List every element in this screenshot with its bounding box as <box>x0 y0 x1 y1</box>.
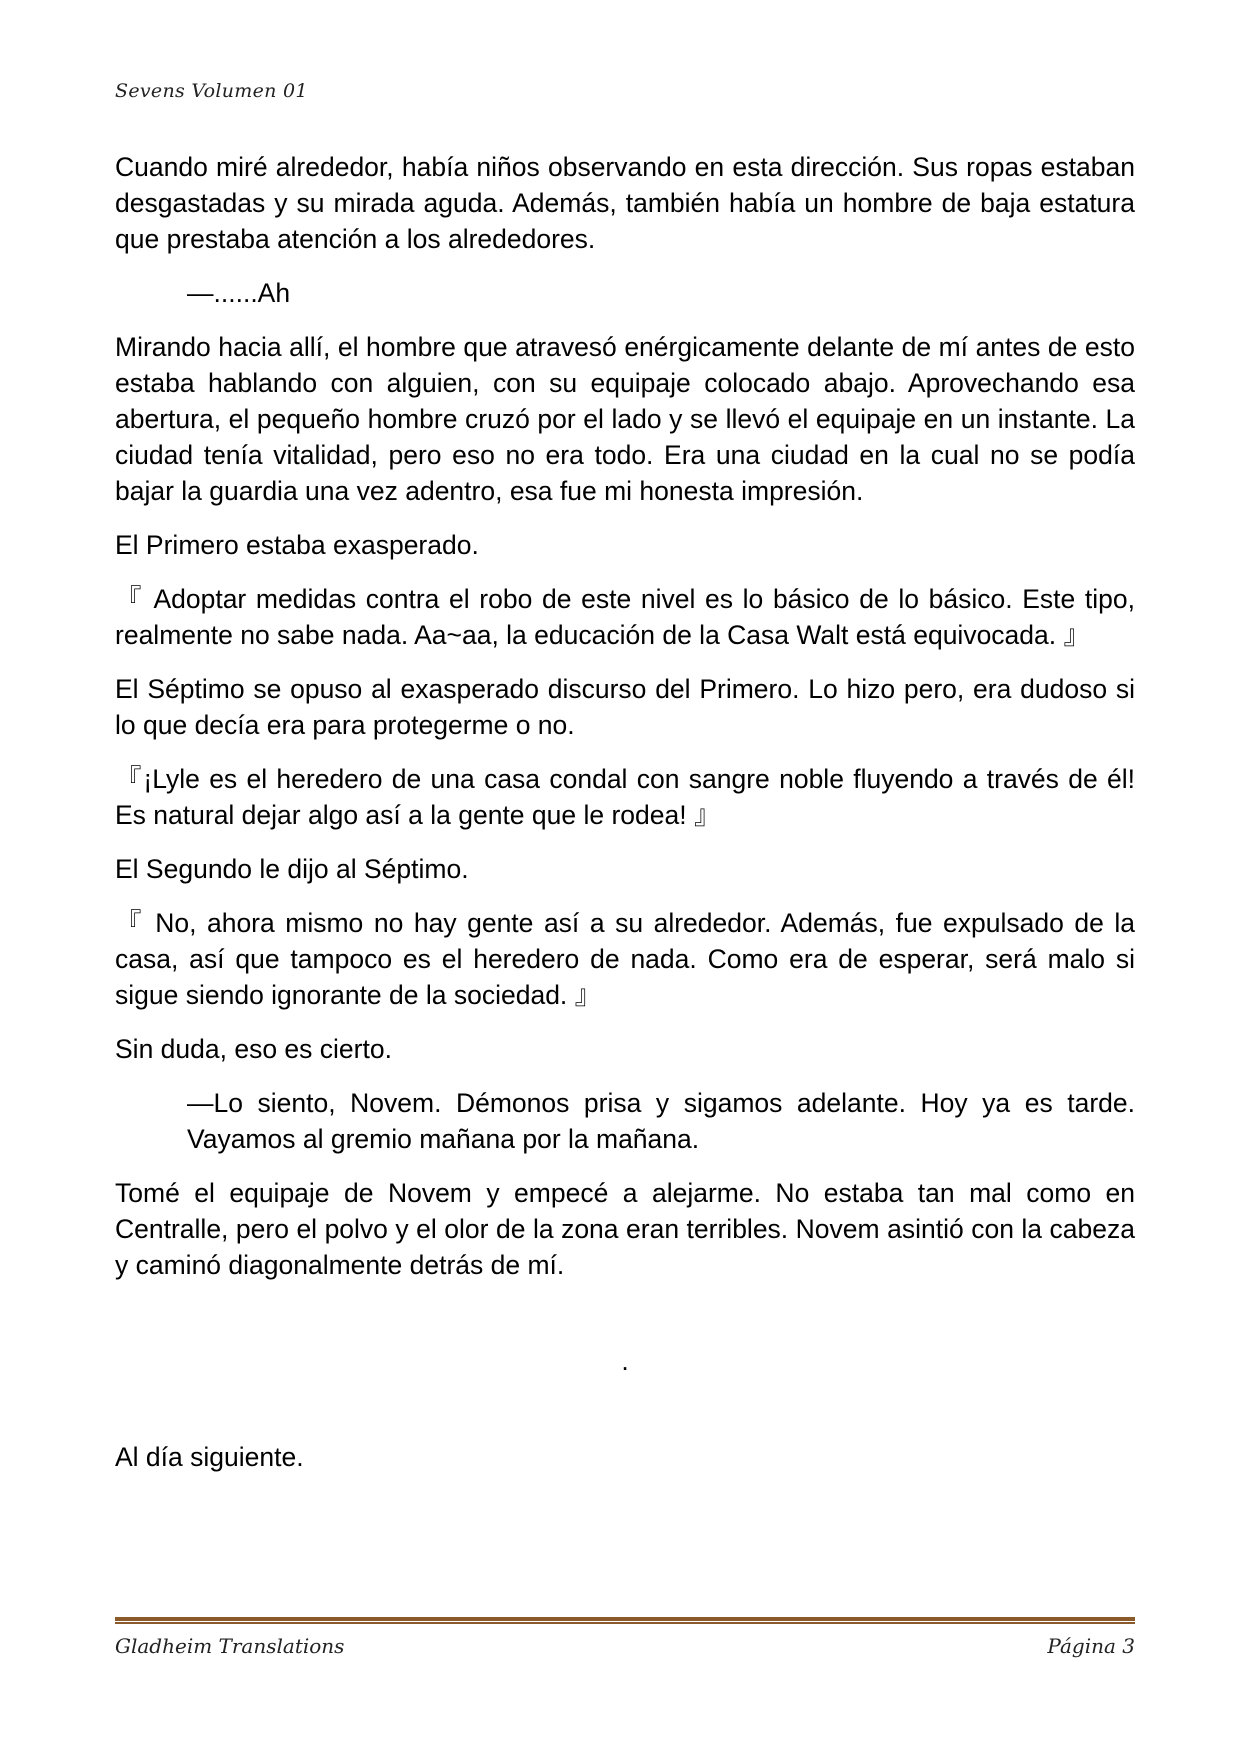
footer-translator: Gladheim Translations <box>115 1634 345 1658</box>
telepathic-dialogue: 『¡Lyle es el heredero de una casa condal con sangre noble fluyendo a través de él! Es natural dejar algo así a la gente que le rodea! 』 <box>115 764 1135 830</box>
paragraph: Mirando hacia allí, el hombre que atravesó enérgicamente delante de mí antes de esto estaba hablando con alguien, con su equipaje colocado abajo. Aprovechando esa abertura, el pequeño hombre cruzó por el lado y se llevó el equipaje en un instante. La ciudad tenía vitalidad, pero eso no era todo. Era una ciudad en la cual no se podía bajar la guardia una vez adentro, esa fue mi honesta impresión. <box>115 332 1135 506</box>
telepathic-dialogue: 『 No, ahora mismo no hay gente así a su alrededor. Además, fue expulsado de la casa, así que tampoco es el heredero de nada. Como era de esperar, será malo si sigue siendo ignorante de la sociedad. 』 <box>115 908 1135 1010</box>
footer-page-number: Página 3 <box>1047 1634 1135 1658</box>
paragraph: El Séptimo se opuso al exasperado discurso del Primero. Lo hizo pero, era dudoso si lo que decía era para protegerme o no. <box>115 674 1135 740</box>
page-body <box>115 149 1135 1493</box>
dialogue-line: —......Ah <box>187 278 291 308</box>
telepathic-dialogue: 『 Adoptar medidas contra el robo de este nivel es lo básico de lo básico. Este tipo, realmente no sabe nada. Aa~aa, la educación de la Casa Walt está equivocada. 』 <box>115 584 1135 650</box>
paragraph: El Primero estaba exasperado. <box>115 530 479 560</box>
paragraph: Al día siguiente. <box>115 1442 304 1472</box>
running-header-title: Sevens Volumen 01 <box>115 80 308 102</box>
paragraph: Sin duda, eso es cierto. <box>115 1034 392 1064</box>
dialogue-line: —Lo siento, Novem. Démonos prisa y sigamos adelante. Hoy ya es tarde. Vayamos al gremio mañana por la mañana. <box>187 1088 1135 1154</box>
scene-break: . <box>621 1346 629 1376</box>
paragraph: El Segundo le dijo al Séptimo. <box>115 854 469 884</box>
paragraph: Cuando miré alrededor, había niños observando en esta dirección. Sus ropas estaban desgastadas y su mirada aguda. Además, también había un hombre de baja estatura que prestaba atención a los alrededores. <box>115 152 1135 254</box>
paragraph: Tomé el equipaje de Novem y empecé a alejarme. No estaba tan mal como en Centralle, pero el polvo y el olor de la zona eran terribles. Novem asintió con la cabeza y caminó diagonalmente detrás de mí. <box>115 1178 1135 1280</box>
footer-divider <box>115 1617 1135 1624</box>
